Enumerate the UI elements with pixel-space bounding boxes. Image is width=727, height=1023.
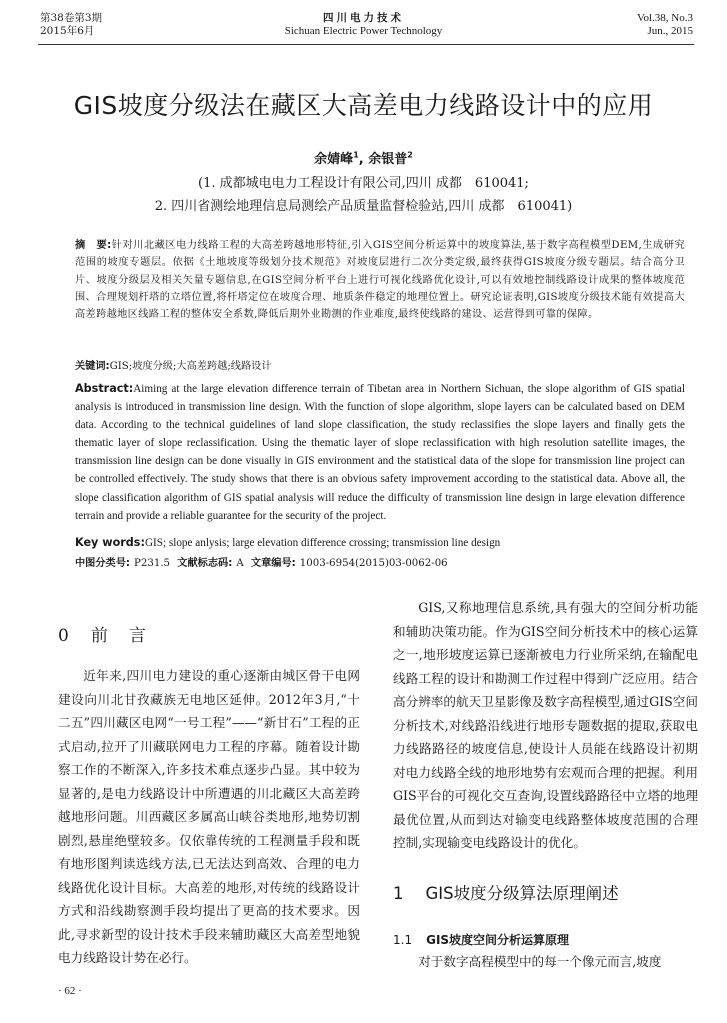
- subsection-title: GIS坡度空间分析运算原理: [426, 933, 570, 947]
- abstract-en-text: Aiming at the large elevation difference terrain of Tibetan area in Northern Sichuan, the slope algorithm of GIS spatial analysis is introduced in transmission line design. With the function of slope algorithm, slope layers can be calculated based on DEM data. According to the technical guidelines of land slope classification, the study reclassifies the slope layers and finally gets the thematic layer of slope reclassification. Using the thematic layer of slope reclassification with high resolution satellite images, the transmission line design can be done visually in GIS environment and the statistical data of the slope for transmission line project can be controlled effectively. The study shows that there is an obvious safety improvement according to the statistical data. Above all, the slope classification algorithm of GIS spatial analysis will reduce the difficulty of transmission line design in large elevation difference terrain and provide a reliable guarantee for the security of the project.: [75, 383, 685, 522]
- classification-codes: [75, 555, 685, 572]
- author-name: 余银普: [368, 152, 408, 167]
- abstract-cn: [75, 237, 685, 323]
- keywords-cn-label: 关键词:: [75, 361, 110, 372]
- journal-name: [0, 12, 727, 38]
- journal-volume-info-en: [637, 12, 693, 38]
- clc-value: P231.5: [134, 558, 171, 569]
- author-affiliation-mark: 1: [353, 150, 359, 160]
- author-line: [0, 148, 727, 167]
- paper-title: GIS坡度分级法在藏区大高差电力线路设计中的应用: [73, 91, 654, 120]
- article-number-label: 文章编号:: [250, 558, 296, 569]
- page-number: · 62 ·: [58, 985, 82, 997]
- keywords-en-text: GIS; slope anlysis; large elevation difference crossing; transmission line design: [144, 537, 501, 549]
- section-heading: [393, 880, 619, 904]
- keywords-en-label: Key words:: [75, 536, 145, 549]
- abstract-en: [75, 380, 685, 525]
- keywords-cn-text: GIS;坡度分级;大高差跨越;线路设计: [109, 361, 272, 372]
- journal-name-cn: 四川电力技术: [323, 12, 404, 24]
- journal-name-en: Sichuan Electric Power Technology: [284, 25, 443, 37]
- author-affiliation-mark: 2: [407, 150, 413, 160]
- abstract-cn-text: 针对川北藏区电力线路工程的大高差跨越地形特征,引入GIS空间分析运算中的坡度算法,基于数字高程模型DEM,生成研究范围的坡度专题层。依据《土地坡度等级划分技术规范》对坡度层进行二次分类定级,最终获得GIS坡度分级专题层。结合高分卫片、坡度分级层及相关矢量专题信息,在GIS空间分析平台上进行可视化线路优化设计,可以有效地控制线路设计成果的整体坡度范围、合理规划杆塔的立塔位置,将杆塔定位在坡度合理、地质条件稳定的地理位置上。研究论证表明,GIS坡度分级技术能有效提高大高差跨越地区线路工程的整体安全系数,降低后期外业勘测的作业难度,最终使线路的建设、运营得到可靠的保障。: [75, 240, 685, 321]
- subsection-number: 1.1: [393, 933, 413, 947]
- section-number: 0: [58, 626, 71, 646]
- author-name: 余婧峰: [314, 152, 354, 167]
- section-title: GIS坡度分级算法原理阐述: [425, 884, 619, 903]
- affiliation: 2. 四川省测绘地理信息局测绘产品质量监督检验站,四川 成都 610041): [154, 199, 573, 214]
- author-separator: ,: [358, 152, 369, 167]
- journal-volume-en: Vol.38, No.3: [636, 12, 693, 24]
- keywords-cn: [75, 358, 685, 375]
- abstract-cn-label: 摘 要:: [75, 240, 112, 251]
- doc-code-value: A: [236, 558, 244, 569]
- section-title: 前 言: [90, 626, 148, 646]
- article-number-value: 1003-6954(2015)03-0062-06: [299, 558, 448, 569]
- header-divider: [38, 44, 694, 45]
- body-paragraph: 近年来,四川电力建设的重心逐渐由城区骨干电网建设向川北甘孜藏族无电地区延伸。2012年3月,“十二五”四川藏区电网“一号工程”——“新甘石”工程的正式启动,拉开了川藏联网电力工程的序幕。随着设计勘察工作的不断深入,许多技术难点逐步凸显。其中较为显著的,是电力线路设计中所遭遇的川北藏区大高差跨越地形问题。川西藏区多属高山峡谷类地形,地势切割剧烈,悬崖绝壁较多。仅依靠传统的工程测量手段和既有地形图判读选线方法,已无法达到高效、合理的电力线路优化设计目标。大高差的地形,对传统的线路设计方式和沿线勘察测手段均提出了更高的技术要求。因此,寻求新型的设计技术手段来辅助藏区大高差型地貌电力线路设计势在必行。: [58, 668, 360, 965]
- body-paragraph: 对于数字高程模型中的每一个像元而言,坡度: [418, 954, 662, 969]
- journal-date-en: Jun., 2015: [647, 25, 693, 37]
- journal-volume: 第38卷第3期: [40, 12, 103, 24]
- section-heading: [58, 621, 148, 646]
- abstract-en-label: Abstract:: [75, 382, 134, 395]
- section-number: 1: [393, 884, 404, 903]
- body-paragraph: GIS,又称地理信息系统,具有强大的空间分析功能和辅助决策功能。作为GIS空间分析技术中的核心运算之一,地形坡度运算已逐渐被电力行业所采纳,在输配电线路工程的设计和勘测工作过程中得到广泛应用。结合高分辨率的航天卫星影像及数字高程模型,通过GIS空间分析技术,对线路沿线进行地形专题数据的提取,获取电力线路路径的坡度信息,使设计人员能在线路设计初期对电力线路全线的地形地势有宏观而合理的把握。利用GIS平台的可视化交互查询,设置线路路径中立塔的地理最优位置,从而到达对输变电线路整体坡度范围的合理控制,实现输变电线路设计的优化。: [393, 600, 698, 850]
- clc-label: 中图分类号:: [75, 558, 131, 569]
- affiliation: (1. 成都城电电力工程设计有限公司,四川 成都 610041;: [198, 176, 529, 191]
- doc-code-label: 文献标志码:: [177, 558, 233, 569]
- journal-date: 2015年6月: [40, 25, 95, 37]
- keywords-en: [75, 534, 685, 552]
- subsection-heading: [393, 931, 569, 948]
